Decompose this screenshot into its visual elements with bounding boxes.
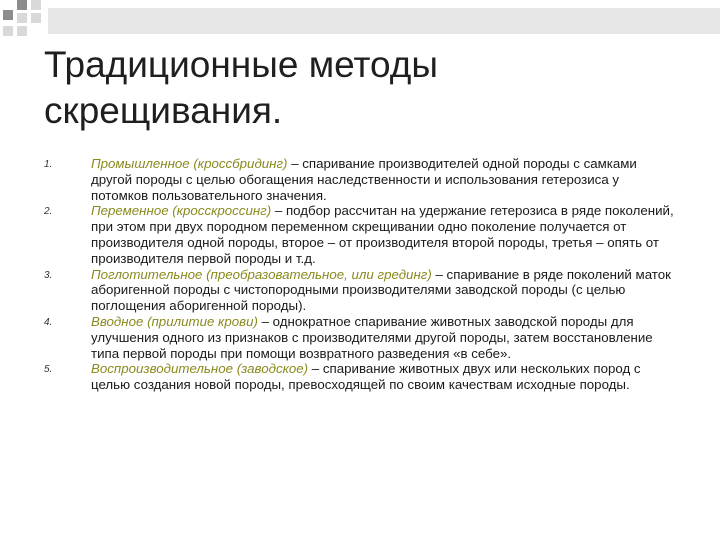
item-number: 3.	[44, 269, 53, 281]
methods-list	[44, 156, 676, 393]
list-item	[44, 267, 676, 314]
decor-square-dark	[3, 10, 13, 20]
item-text: – спаривание в ряде поколений маток аборигенной породы с чистопородными производителями заводской породы (с целью поглощения аборигенной породы).	[91, 266, 671, 314]
item-term: Поглотительное (преобразовательное, или грединг)	[91, 266, 432, 282]
item-body	[91, 361, 676, 393]
item-text: – спаривание производителей одной породы с самками другой породы с целью обогащения наследственности и использования гетерозиса у потомков пользовательного значения.	[91, 156, 637, 203]
list-item	[44, 314, 676, 361]
list-item	[44, 203, 676, 266]
header-band	[48, 8, 720, 34]
item-number: 5.	[44, 364, 53, 376]
item-term: Воспроизводительное (заводское)	[91, 361, 309, 377]
item-term: Переменное (кросскроссинг)	[91, 203, 272, 219]
item-body	[91, 314, 676, 361]
item-number: 4.	[44, 316, 53, 328]
list-item	[44, 156, 676, 203]
item-body	[91, 156, 676, 203]
decor-square-light	[17, 13, 27, 23]
decor-square-light	[3, 26, 13, 36]
item-text: – подбор рассчитан на удержание гетерозиса в ряде поколений, при этом при двух породном переменном скрещивании одно поколение получается от производителя одной породы, второе – от производителя второй породы, третья – опять от производителя первой породы и т.д.	[91, 203, 674, 266]
item-text: – спаривание животных двух или нескольких пород с целью создания новой породы, превосходящей по своим качествам исходные породы.	[91, 361, 641, 393]
item-term: Вводное (прилитие крови)	[91, 313, 258, 329]
item-body	[91, 267, 676, 314]
decor-square-dark	[17, 0, 27, 10]
decor-square-light	[17, 26, 27, 36]
item-text: – однократное спаривание животных заводской породы для улучшения одного из признаков с производителями другой породы, затем восстановление типа первой породы при помощи возвратного разведения «в себе».	[91, 313, 653, 361]
item-number: 1.	[44, 159, 53, 170]
item-term: Промышленное (кроссбридинг)	[91, 156, 288, 171]
decor-square-light	[31, 0, 41, 10]
title-line-2: скрещивания.	[44, 90, 283, 131]
header-decoration	[0, 0, 720, 40]
decor-square-light	[31, 13, 41, 23]
title-line-1: Традиционные методы	[44, 44, 438, 85]
list-item	[44, 361, 676, 393]
slide-title	[44, 42, 684, 134]
item-body	[91, 203, 676, 266]
item-number: 2.	[44, 206, 53, 218]
